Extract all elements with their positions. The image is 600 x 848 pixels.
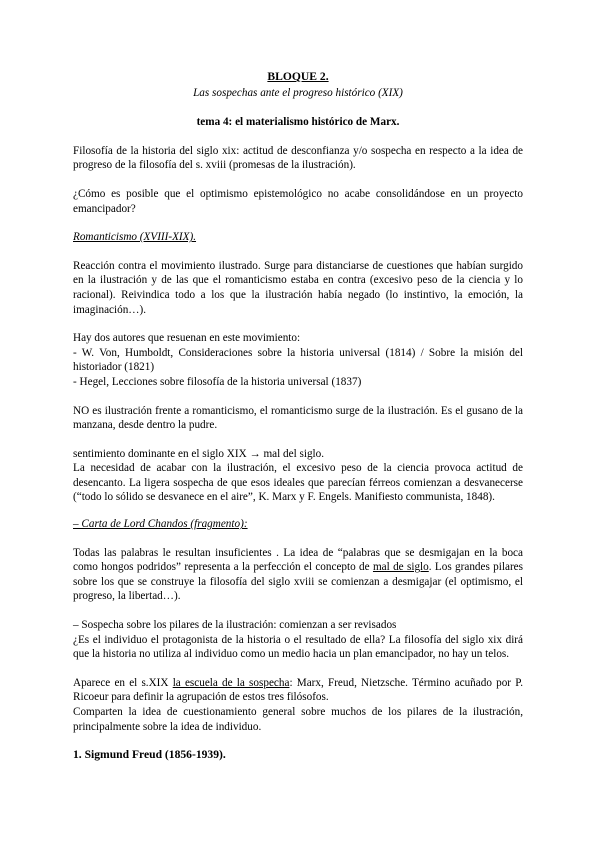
escuela-paragraph [73,676,523,705]
romanticismo-heading: Romanticismo (XVIII-XIX). [73,231,197,244]
intro-paragraph: Filosofía de la historia del siglo xix: actitud de desconfianza y/o sospecha en respecto a la idea de progreso de la filosofía del s. xviii (promesas de la ilustración). [73,144,523,172]
ilustracion-paragraph: NO es ilustración frente a romanticismo, el romanticismo surge de la ilustración. Es el gusano de la manzana, desde dentro la pudre. [73,404,523,432]
escuela-sospecha-term: la escuela de la sospecha [172,676,290,689]
mal-de-siglo-term: mal de siglo [372,561,429,574]
bloque-title: BLOQUE 2. [267,70,329,83]
author-humboldt: - W. Von, Humboldt, Consideraciones sobre la historia universal (1814) / Sobre la misión del historiador (1821) [73,346,523,374]
authors-intro: Hay dos autores que resuenan en este movimiento: [73,332,301,345]
escuela-text-b: : Marx, Freud, Nietzsche. Término acuñado por P. Ricoeur para definir la agrupación de estos tres filósofos. [73,676,523,704]
comparten-paragraph: Comparten la idea de cuestionamiento general sobre muchos de los pilares de la ilustración, principalmente sobre la idea de individuo. [73,706,523,733]
romanticismo-paragraph: Reacción contra el movimiento ilustrado. Surge para distanciarse de cuestiones que habían surgido en la ilustración y de las que el romanticismo estaba en contra (excesivo peso de la ciencia y lo racional). Reivindica todo a los que la ilustración había negado (lo instintivo, la emoción, la imaginación…). [73,259,523,316]
carta-heading: – Carta de Lord Chandos (fragmento): [73,518,248,531]
author-hegel: - Hegel, Lecciones sobre filosofía de la historia universal (1837) [73,375,362,388]
tema-title: tema 4: el materialismo histórico de Marx. [196,116,400,129]
escuela-text-a: Aparece en el s.XIX [73,676,173,689]
sospecha-block [73,618,523,662]
bloque-subtitle: Las sospechas ante el progreso histórico (XIX) [193,86,403,99]
desencanto-paragraph: La necesidad de acabar con la ilustración, el excesivo peso de la ciencia provoca actitud de desencanto. La ligera sospecha de que esos ideales que parecían férreos comienzan a desvanecerse (“todo lo sólido se desvanece en el aire”, K. Marx y F. Engels. Manifiesto communista, 1848). [73,462,523,504]
carta-paragraph [73,546,523,604]
mal-del-siglo-block [73,447,523,505]
sospecha-line: – Sospecha sobre los pilares de la ilustración: comienzan a ser revisados [73,619,397,632]
freud-heading: 1. Sigmund Freud (1856-1939). [73,748,226,762]
carta-text-a: Todas las palabras le resultan insuficientes . La idea de “palabras que se desmigajan en la boca como hongos podridos” representa a la perfección el concepto de [73,546,523,574]
intro-question: ¿Cómo es posible que el optimismo epistemológico no acabe consolidándose en un proyecto emancipador? [73,187,523,215]
individuo-paragraph: ¿Es el individuo el protagonista de la historia o el resultado de ella? La filosofía del siglo xix dirá que la historia no utiliza al individuo como un medio hacia un plan emancipador, no hay un telos. [73,633,523,661]
escuela-block [73,676,523,734]
mal-del-siglo-line: sentimiento dominante en el siglo XIX → mal del siglo. [73,447,325,460]
carta-text-b: . Los grandes pilares sobre los que se construye la filosofía del siglo xviii se comienzan a desmigajar (el optimismo, el progreso, la libertad…). [73,561,523,603]
authors-block [73,331,523,389]
